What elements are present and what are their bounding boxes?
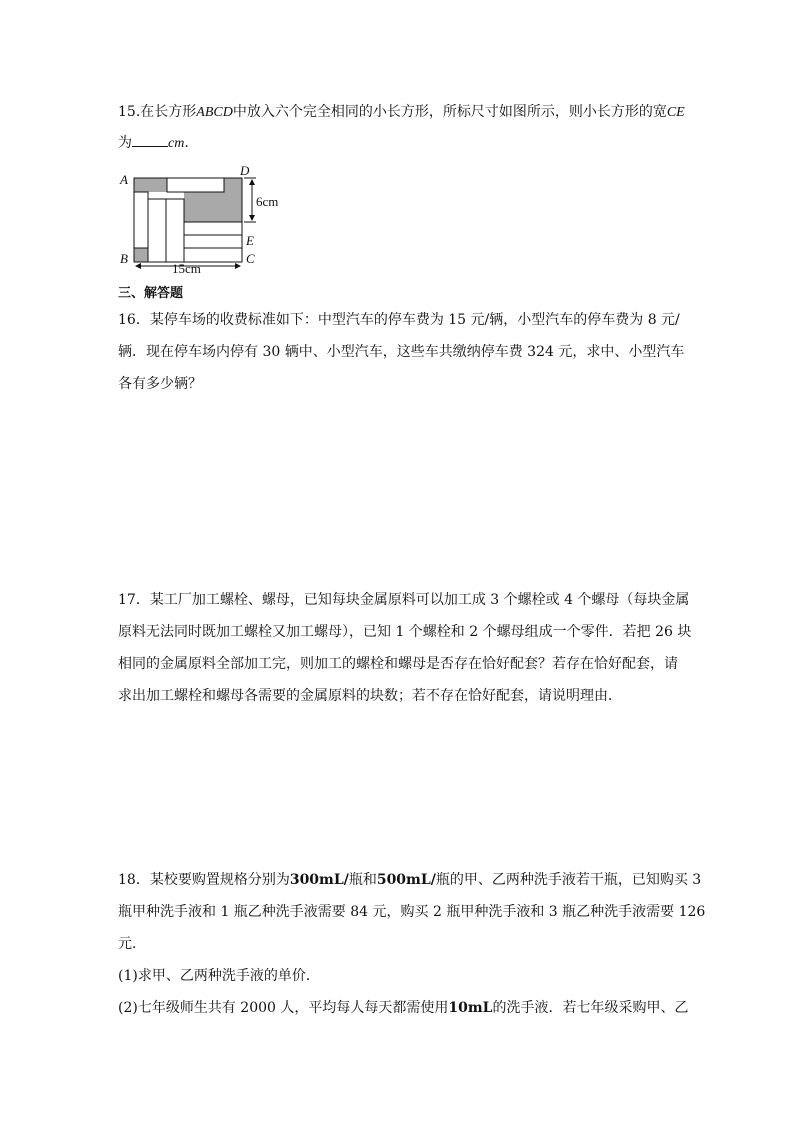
dim-width-label: 15cm [172, 261, 201, 276]
q15-line-1: 15.在长方形ABCD中放入六个完全相同的小长方形，所标尺寸如图所示，则小长方形的宽CE [118, 104, 685, 120]
label-d: D [240, 163, 250, 178]
label-b: B [120, 251, 128, 266]
rectangles-figure [116, 162, 296, 278]
rectangle-abcd-label: ABCD [196, 105, 233, 120]
small-rect-right-3 [184, 248, 242, 262]
q16-line-1: 16．某停车场的收费标准如下：中型汽车的停车费为 15 元/辆，小型汽车的停车费为 8 元/ [118, 312, 680, 328]
q18-line-2: 瓶甲种洗手液和 1 瓶乙种洗手液需要 84 元，购买 2 瓶甲种洗手液和 3 瓶乙种洗手液需要 126 [118, 904, 706, 920]
answer-blank[interactable] [132, 134, 168, 147]
q17-line-2: 原料无法同时既加工螺栓又加工螺母），已知 1 个螺栓和 2 个螺母组成一个零件．若把 26 块 [118, 624, 692, 640]
q17-line-1: 17．某工厂加工螺栓、螺母，已知每块金属原料可以加工成 3 个螺栓或 4 个螺母（每块金属 [118, 592, 690, 608]
small-rect-top [167, 178, 224, 192]
q18-part-1: (1)求甲、乙两种洗手液的单价． [118, 968, 320, 984]
q18-part-2: (2)七年级师生共有 2000 人，平均每人每天都需使用10mL的洗手液．若七年级采购甲、乙 [118, 1000, 689, 1016]
label-e: E [246, 233, 254, 248]
q17-line-3: 相同的金属原料全部加工完，则加工的螺栓和螺母是否存在恰好配套？若存在恰好配套，请 [118, 656, 678, 672]
small-rect-left-3 [166, 199, 184, 262]
q18-line-1: 18．某校要购置规格分别为300mL/瓶和500mL/瓶的甲、乙两种洗手液若干瓶，已知购买 3 [118, 872, 702, 888]
shade-middle-right [184, 192, 242, 222]
ce-label: CE [666, 105, 685, 120]
label-a: A [120, 172, 128, 187]
section-title: 三、解答题 [118, 286, 184, 301]
dim-height-arrow-down [249, 215, 255, 221]
q15-line-2: 为 cm. [118, 135, 189, 151]
dim-width-arrow-right [235, 263, 241, 269]
small-rect-right-2 [184, 235, 242, 248]
q16-line-2: 辆．现在停车场内停有 30 辆中、小型汽车，这些车共缴纳停车费 324 元，求中、小型汽车 [118, 344, 685, 360]
shade-top-left [134, 178, 167, 192]
q17-line-4: 求出加工螺栓和螺母各需要的金属原料的块数；若不存在恰好配套，请说明理由． [118, 688, 622, 704]
dim-height-arrow-up [249, 179, 255, 185]
small-rect-right-1 [184, 222, 242, 235]
label-c: C [246, 251, 255, 266]
q18-line-3: 元． [118, 936, 146, 952]
shade-bottom-left [134, 248, 148, 262]
small-rect-left-2 [148, 199, 166, 262]
shade-top-right [224, 178, 242, 192]
dim-width-arrow-left [135, 263, 141, 269]
small-rect-left-1 [134, 192, 148, 248]
q16-line-3: 各有多少辆？ [118, 376, 202, 392]
dim-height-label: 6cm [256, 194, 279, 209]
